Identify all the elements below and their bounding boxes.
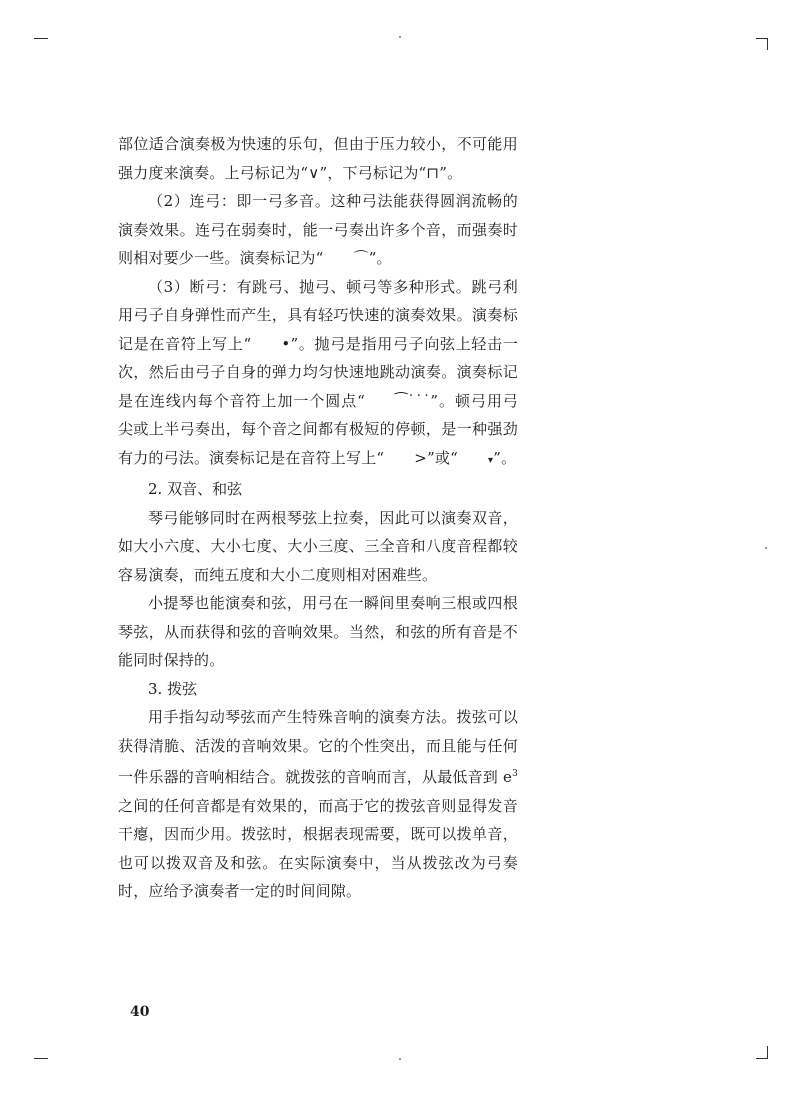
octave-superscript: 3 xyxy=(512,769,518,779)
text-run: ”。 xyxy=(493,448,517,467)
registration-dot-bottom xyxy=(399,1058,401,1060)
page-number: 40 xyxy=(130,1004,150,1020)
slurred-staccato-mark: ⁀˙˙˙ xyxy=(395,391,431,410)
paragraph-double-stops: 琴弓能够同时在两根琴弦上拉奏，因此可以演奏双音，如大小六度、大小七度、大小三度、三全音和八度音程都较容易演奏，而纯五度和大小二度则相对困难些。 xyxy=(118,508,518,584)
crop-mark-bottom-right-h xyxy=(756,1058,768,1059)
accent-mark: > xyxy=(414,448,428,467)
text-run: （2）连弓：即一弓多音。这种弓法能获得圆润流畅的演奏效果。连弓在弱奏时，能一弓奏出许多个音，而强奏时则相对要少一些。演奏标记为“ xyxy=(118,192,518,267)
text-run: 用手指勾动琴弦而产生特殊音响的演奏方法。拨弦可以获得清脆、活泼的音响效果。它的个性突出，而且能与任何一件乐器的音响相结合。就拨弦的音响而言，从最低音到 xyxy=(118,708,518,786)
paragraph-legato xyxy=(118,187,518,273)
paragraph-pizzicato xyxy=(118,703,518,906)
staccato-dot-mark: • xyxy=(281,334,291,353)
registration-dot-top xyxy=(399,36,401,38)
text-run: ”。 xyxy=(439,163,463,182)
paragraph-chords: 小提琴也能演奏和弦，用弓在一瞬间里奏响三根或四根琴弦，从而获得和弦的音响效果。当然，和弦的所有音是不能同时保持的。 xyxy=(118,594,518,669)
up-bow-mark: ∨ xyxy=(308,163,320,182)
text-run: ”。 xyxy=(368,249,392,267)
text-run: ”，下弓标记为“ xyxy=(319,163,427,182)
paragraph-bowing-tip xyxy=(118,130,518,187)
crop-mark-bottom-left xyxy=(34,1058,48,1059)
text-run: ”。顿弓用弓尖或上半弓奏出，每个音之间都有极短的停顿，是一种强劲有力的弓法。演奏标记是在音符上写上“ xyxy=(118,391,518,467)
text-run: 之间的任何音都是有效果的，而高于它的拨弦音则显得发音干瘪，因而少用。拨弦时，根据表现需要，既可以拨单音，也可以拨双音及和弦。在实际演奏中，当从拨弦改为弓奏时，应给予演奏者一定的时间间隙。 xyxy=(118,796,518,900)
section-heading-pizzicato: 3. 拨弦 xyxy=(148,679,198,698)
registration-dot-right xyxy=(765,547,767,549)
note-name: e xyxy=(502,768,513,786)
text-run: （3）断弓：有跳弓、抛弓、顿弓等多种形式。跳弓利用弓子自身弹性而产生，具有轻巧快速的演奏效果。演奏标记是在音符上写上“ xyxy=(118,277,518,353)
crop-mark-top-right-v xyxy=(767,38,768,50)
section-heading-double-stops: 2. 双音、和弦 xyxy=(148,480,243,498)
paragraph-detache xyxy=(118,273,518,476)
down-bow-mark: ⊓ xyxy=(426,163,440,182)
crop-mark-top-left xyxy=(34,38,48,39)
text-run: ”。抛弓是指用弓子向弦上轻击一次，然后由弓子自身的弹力均匀快速地跳动演奏。演奏标记是在连线内每个音符上加一个圆点“ xyxy=(118,334,518,410)
page-body xyxy=(118,130,518,906)
crop-mark-bottom-right-v xyxy=(767,1046,768,1058)
text-run: ”或“ xyxy=(427,448,458,467)
text-run: 部位适合演奏极为快速的乐句，但由于压力较小，不可能用强力度来演奏。上弓标记为“ xyxy=(118,135,518,182)
slur-mark: ⌒ xyxy=(353,249,369,267)
wedge-mark: ▾ xyxy=(488,454,494,466)
